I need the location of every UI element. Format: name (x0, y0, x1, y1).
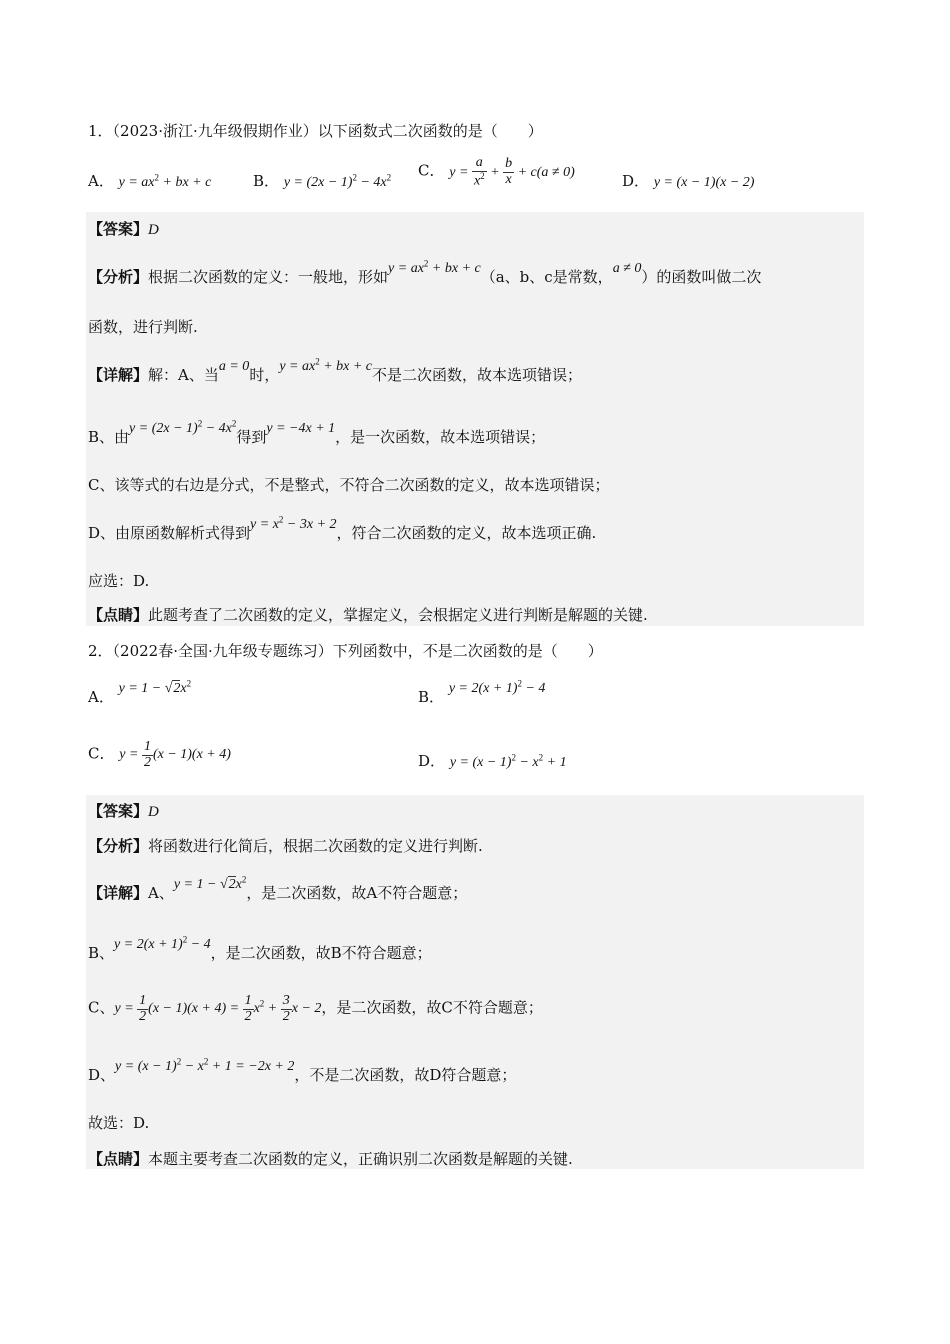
q1-option-a-formula: $y = ax^2$ + bx + c (118, 172, 212, 190)
q2-detail-b-text: ，是二次函数，故B不符合题意； (210, 944, 432, 962)
q1-option-d-label: D． (622, 172, 650, 190)
q2-detail-a (88, 874, 468, 903)
q2-detail-c-label: C、 (88, 998, 115, 1017)
q2-detail-tag: 【详解】 (88, 884, 149, 902)
q1-detail-d (88, 514, 597, 543)
q1-detail-c: C、该等式的右边是分式，不是整式，不符合二次函数的定义，故本选项错误； (88, 476, 610, 494)
q2-answer-value: D (148, 804, 159, 820)
q1-analysis-condition: a ≠ 0 (612, 261, 642, 276)
q1-option-d-formula: y = (x − 1)(x − 2) (653, 175, 755, 190)
q1-analysis-text-4: 函数，进行判断. (88, 318, 198, 336)
q2-analysis-text: 将函数进行化简后，根据二次函数的定义进行判断. (148, 837, 483, 855)
q2-option-a-label: A． (88, 688, 114, 706)
q2-stem: 2．（2022春·全国·九年级专题练习）下列函数中，不是二次函数的是（ ） (88, 642, 603, 660)
q2-option-a (88, 678, 192, 707)
q2-choose: 故选：D. (88, 1114, 150, 1132)
q2-detail-d-text: ，不是二次函数，故D符合题意； (294, 1066, 517, 1084)
q2-detail-a-label: A、 (148, 884, 174, 902)
q1-analysis-text-2: （a、b、c是常数， (480, 268, 613, 286)
q2-detail-a-formula: $y = 1 - √2x^2$ (173, 874, 247, 892)
q1-analysis-text-3: ）的函数叫做二次 (641, 268, 762, 286)
q1-detail-b-text-2: 得到 (236, 428, 267, 446)
q2-detail-a-text: ，是二次函数，故A不符合题意； (246, 884, 468, 902)
q1-option-c (418, 156, 575, 189)
q1-analysis (88, 258, 762, 287)
q1-detail-a (88, 356, 583, 385)
q1-comment (88, 604, 648, 625)
q1-choose: 应选：D. (88, 572, 150, 590)
q1-comment-text: 此题考查了二次函数的定义，掌握定义，会根据定义进行判断是解题的关键. (148, 606, 648, 624)
q1-option-b-formula: $y = (2x - 1)^2 - 4x^2$ (283, 172, 392, 190)
q1-detail-a-text-2: 时， (249, 366, 280, 384)
q1-detail-b-text-3: ，是一次函数，故本选项错误； (335, 428, 546, 446)
q1-detail-b (88, 418, 546, 447)
q1-detail-d-formula: $y = x^2 - 3x + 2$ (250, 514, 337, 532)
q1-option-b-label: B． (253, 172, 280, 190)
q2-option-b-label: B． (418, 688, 445, 706)
q1-option-d (622, 170, 754, 191)
q1-detail-a-text-1: 解：A、当 (148, 366, 219, 384)
q2-option-d-formula: $y = (x - 1)^2 - x^2 + 1$ (449, 752, 567, 770)
q2-option-a-formula: $y = 1 - √2x^2$ (118, 678, 192, 696)
q1-analysis-formula: $y = ax^2$ + bx + c (388, 258, 481, 276)
q2-detail-c-text: ，是二次函数，故C不符合题意； (321, 998, 543, 1017)
q1-detail-b-text-1: B、由 (88, 428, 130, 446)
q2-detail-c-formula: y = $\frac{1}{2}$ (x − 1)(x + 4) = $\frac{1}{2}$ $x^2$ + $\frac{3}{2}$ x − 2 (114, 993, 322, 1024)
q1-option-b (253, 170, 391, 191)
q1-option-a-label: A． (88, 172, 114, 190)
q2-detail-c (88, 994, 543, 1024)
q1-detail-b-formula-2: y = −4x + 1 (266, 421, 336, 436)
q2-detail-d (88, 1056, 517, 1085)
q2-analysis (88, 835, 483, 856)
q2-detail-b-label: B、 (88, 944, 115, 962)
q1-option-c-formula: y = $\frac{a}{x^2}$ + $\frac{b}{x}$ + c(a ≠ 0) (449, 155, 575, 189)
q1-detail-d-text-1: D、由原函数解析式得到 (88, 524, 251, 542)
q1-comment-tag: 【点睛】 (88, 606, 149, 624)
q1-answer-tag: 【答案】 (88, 220, 149, 238)
q2-option-b-formula: $y = 2(x + 1)^2 - 4$ (448, 678, 546, 696)
q1-answer-value: D (148, 222, 159, 238)
q2-comment (88, 1148, 573, 1169)
q1-detail-a-condition: a = 0 (218, 359, 250, 374)
q1-detail-d-text-2: ，符合二次函数的定义，故本选项正确. (336, 524, 597, 542)
q1-detail-tag: 【详解】 (88, 366, 149, 384)
q2-comment-text: 本题主要考查二次函数的定义，正确识别二次函数是解题的关键. (148, 1150, 573, 1168)
q2-detail-d-formula: $y = (x - 1)^2 - x^2 + 1 = -2x + 2$ (115, 1056, 295, 1074)
q2-option-c (88, 740, 231, 770)
q1-option-a (88, 170, 211, 191)
q2-option-c-label: C． (88, 744, 115, 763)
q1-analysis-text-1: 根据二次函数的定义：一般地，形如 (148, 268, 389, 286)
q2-option-d (418, 750, 567, 771)
q1-answer (88, 218, 159, 239)
q1-detail-a-text-3: 不是二次函数，故本选项错误； (372, 366, 583, 384)
q1-detail-a-formula: $y = ax^2$ + bx + c (279, 356, 373, 374)
q2-option-d-label: D． (418, 752, 446, 770)
q1-option-c-label: C． (418, 161, 445, 180)
q1-stem: 1．（2023·浙江·九年级假期作业）以下函数式二次函数的是（ ） (88, 122, 543, 140)
q2-analysis-tag: 【分析】 (88, 837, 149, 855)
q2-answer (88, 800, 159, 821)
q2-option-b (418, 678, 546, 707)
q2-detail-b-formula: $y = 2(x + 1)^2 - 4$ (114, 934, 211, 952)
q2-detail-d-label: D、 (88, 1066, 116, 1084)
q1-analysis-tag: 【分析】 (88, 268, 149, 286)
q1-detail-b-formula: $y = (2x - 1)^2 - 4x^2$ (129, 418, 237, 436)
q2-comment-tag: 【点睛】 (88, 1150, 149, 1168)
q2-answer-tag: 【答案】 (88, 802, 149, 820)
q2-detail-b (88, 934, 432, 963)
q2-option-c-formula: y = $\frac{1}{2}$ (x − 1)(x + 4) (119, 739, 231, 770)
